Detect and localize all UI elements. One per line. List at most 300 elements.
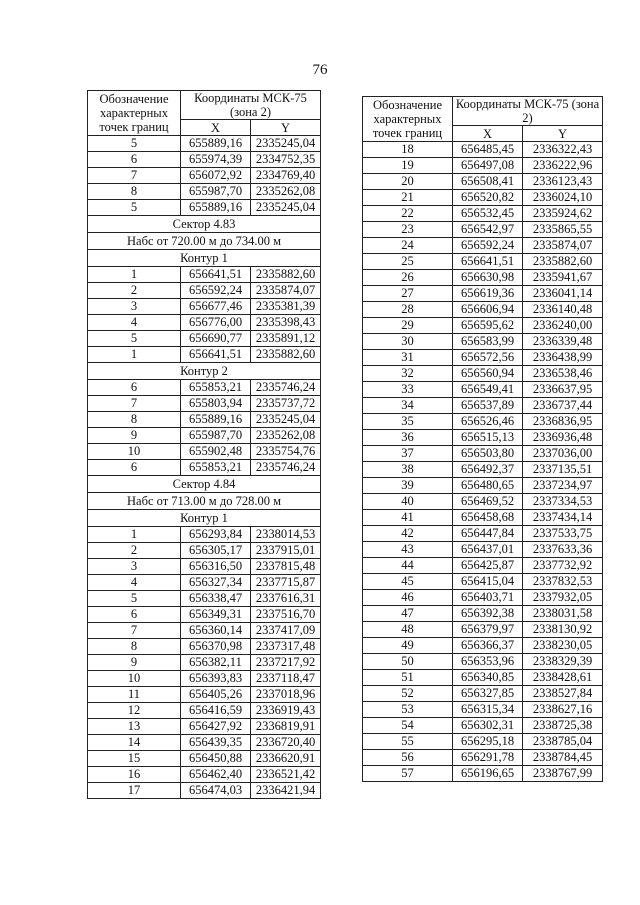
section-label: Набс от 713.00 м до 728.00 м (88, 493, 321, 510)
y-coordinate: 2336123,43 (523, 174, 603, 190)
y-coordinate: 2337815,48 (251, 559, 321, 575)
section-label-row (88, 476, 321, 493)
x-coordinate: 656641,51 (181, 347, 251, 363)
point-number: 20 (363, 174, 453, 190)
x-coordinate: 656437,01 (453, 542, 523, 558)
header-point-designation: Обозначение характерных точек границ (88, 91, 181, 136)
y-coordinate: 2336936,48 (523, 430, 603, 446)
coordinate-row (88, 315, 321, 331)
point-number: 19 (363, 158, 453, 174)
coordinate-row (88, 559, 321, 575)
point-number: 38 (363, 462, 453, 478)
point-number: 24 (363, 238, 453, 254)
y-coordinate: 2337036,00 (523, 446, 603, 462)
point-number: 5 (88, 591, 181, 607)
x-coordinate: 656293,84 (181, 527, 251, 543)
y-coordinate: 2336620,91 (251, 751, 321, 767)
point-number: 14 (88, 735, 181, 751)
coordinate-row (363, 718, 603, 734)
coordinate-row (363, 286, 603, 302)
y-coordinate: 2336041,14 (523, 286, 603, 302)
coordinate-row (363, 686, 603, 702)
x-coordinate: 655889,16 (181, 136, 251, 152)
point-number: 5 (88, 331, 181, 347)
x-coordinate: 656295,18 (453, 734, 523, 750)
y-coordinate: 2336737,44 (523, 398, 603, 414)
page-number: 76 (312, 62, 328, 78)
x-coordinate: 656485,45 (453, 142, 523, 158)
header-coordinates: Координаты МСК-75 (зона 2) (453, 97, 603, 126)
x-coordinate: 656382,11 (181, 655, 251, 671)
x-coordinate: 656072,92 (181, 168, 251, 184)
y-coordinate: 2336836,95 (523, 414, 603, 430)
coordinate-row (363, 654, 603, 670)
coordinate-row (363, 478, 603, 494)
x-coordinate: 656427,92 (181, 719, 251, 735)
coordinate-row (88, 623, 321, 639)
coordinate-row (363, 174, 603, 190)
coordinate-row (363, 702, 603, 718)
coordinate-row (363, 766, 603, 782)
coordinate-row (88, 639, 321, 655)
x-coordinate: 656630,98 (453, 270, 523, 286)
y-coordinate: 2336240,00 (523, 318, 603, 334)
header-point-designation: Обозначение характерных точек границ (363, 97, 453, 142)
x-coordinate: 656469,52 (453, 494, 523, 510)
x-coordinate: 656583,99 (453, 334, 523, 350)
y-coordinate: 2336421,94 (251, 783, 321, 799)
coordinate-row (88, 751, 321, 767)
x-coordinate: 656458,68 (453, 510, 523, 526)
y-coordinate: 2335882,60 (523, 254, 603, 270)
coordinate-row (88, 396, 321, 412)
header-y: Y (251, 120, 321, 136)
point-number: 7 (88, 623, 181, 639)
y-coordinate: 2335746,24 (251, 460, 321, 476)
y-coordinate: 2338784,45 (523, 750, 603, 766)
y-coordinate: 2338428,61 (523, 670, 603, 686)
point-number: 42 (363, 526, 453, 542)
coordinates-table-left (87, 90, 321, 799)
x-coordinate: 656338,47 (181, 591, 251, 607)
y-coordinate: 2336222,96 (523, 158, 603, 174)
point-number: 6 (88, 152, 181, 168)
x-coordinate: 656349,31 (181, 607, 251, 623)
point-number: 6 (88, 607, 181, 623)
y-coordinate: 2336637,95 (523, 382, 603, 398)
point-number: 54 (363, 718, 453, 734)
x-coordinate: 656462,40 (181, 767, 251, 783)
point-number: 33 (363, 382, 453, 398)
point-number: 16 (88, 767, 181, 783)
x-coordinate: 656360,14 (181, 623, 251, 639)
y-coordinate: 2337135,51 (523, 462, 603, 478)
coordinate-row (363, 206, 603, 222)
section-label: Контур 1 (88, 510, 321, 527)
header-x: X (181, 120, 251, 136)
point-number: 30 (363, 334, 453, 350)
coordinate-row (88, 687, 321, 703)
coordinate-row (88, 347, 321, 363)
coordinate-row (88, 719, 321, 735)
x-coordinate: 656403,71 (453, 590, 523, 606)
section-label: Контур 2 (88, 363, 321, 380)
x-coordinate: 656379,97 (453, 622, 523, 638)
y-coordinate: 2335245,04 (251, 200, 321, 216)
point-number: 1 (88, 527, 181, 543)
y-coordinate: 2337434,14 (523, 510, 603, 526)
point-number: 6 (88, 460, 181, 476)
point-number: 27 (363, 286, 453, 302)
x-coordinate: 656392,38 (453, 606, 523, 622)
point-number: 36 (363, 430, 453, 446)
point-number: 44 (363, 558, 453, 574)
point-number: 45 (363, 574, 453, 590)
point-number: 47 (363, 606, 453, 622)
coordinate-row (88, 575, 321, 591)
point-number: 15 (88, 751, 181, 767)
point-number: 9 (88, 655, 181, 671)
point-number: 32 (363, 366, 453, 382)
y-coordinate: 2336140,48 (523, 302, 603, 318)
x-coordinate: 656595,62 (453, 318, 523, 334)
x-coordinate: 655803,94 (181, 396, 251, 412)
x-coordinate: 656526,46 (453, 414, 523, 430)
y-coordinate: 2335398,43 (251, 315, 321, 331)
coordinate-row (363, 542, 603, 558)
x-coordinate: 656619,36 (453, 286, 523, 302)
coordinate-row (363, 558, 603, 574)
point-number: 2 (88, 543, 181, 559)
x-coordinate: 656592,24 (181, 283, 251, 299)
y-coordinate: 2336919,43 (251, 703, 321, 719)
point-number: 51 (363, 670, 453, 686)
point-number: 11 (88, 687, 181, 703)
coordinate-row (363, 734, 603, 750)
point-number: 8 (88, 184, 181, 200)
point-number: 37 (363, 446, 453, 462)
coordinate-row (363, 190, 603, 206)
y-coordinate: 2338329,39 (523, 654, 603, 670)
point-number: 4 (88, 315, 181, 331)
coordinate-row (363, 254, 603, 270)
point-number: 12 (88, 703, 181, 719)
coordinate-row (363, 510, 603, 526)
section-label-row (88, 233, 321, 250)
coordinate-row (363, 270, 603, 286)
coordinate-row (363, 446, 603, 462)
section-label-row (88, 363, 321, 380)
y-coordinate: 2337317,48 (251, 639, 321, 655)
point-number: 6 (88, 380, 181, 396)
coordinate-row (363, 158, 603, 174)
point-number: 41 (363, 510, 453, 526)
y-coordinate: 2338014,53 (251, 527, 321, 543)
y-coordinate: 2335245,04 (251, 136, 321, 152)
point-number: 43 (363, 542, 453, 558)
point-number: 48 (363, 622, 453, 638)
x-coordinate: 656508,41 (453, 174, 523, 190)
x-coordinate: 655902,48 (181, 444, 251, 460)
y-coordinate: 2335262,08 (251, 428, 321, 444)
coordinate-row (363, 222, 603, 238)
coordinate-row (88, 543, 321, 559)
y-coordinate: 2335924,62 (523, 206, 603, 222)
x-coordinate: 656542,97 (453, 222, 523, 238)
section-label-row (88, 510, 321, 527)
coordinate-row (88, 299, 321, 315)
coordinate-row (363, 494, 603, 510)
coordinate-row (363, 430, 603, 446)
x-coordinate: 656370,98 (181, 639, 251, 655)
coordinate-row (363, 670, 603, 686)
point-number: 5 (88, 200, 181, 216)
x-coordinate: 656393,83 (181, 671, 251, 687)
y-coordinate: 2336538,46 (523, 366, 603, 382)
y-coordinate: 2337915,01 (251, 543, 321, 559)
section-label: Сектор 4.83 (88, 216, 321, 233)
point-number: 50 (363, 654, 453, 670)
y-coordinate: 2337616,31 (251, 591, 321, 607)
x-coordinate: 656532,45 (453, 206, 523, 222)
point-number: 17 (88, 783, 181, 799)
point-number: 28 (363, 302, 453, 318)
x-coordinate: 656302,31 (453, 718, 523, 734)
coordinate-row (363, 606, 603, 622)
point-number: 29 (363, 318, 453, 334)
section-label-row (88, 493, 321, 510)
coordinate-row (88, 703, 321, 719)
coordinate-row (363, 414, 603, 430)
point-number: 13 (88, 719, 181, 735)
x-coordinate: 656415,04 (453, 574, 523, 590)
coordinate-row (363, 750, 603, 766)
coordinate-row (88, 527, 321, 543)
x-coordinate: 656560,94 (453, 366, 523, 382)
coordinate-row (363, 302, 603, 318)
point-number: 10 (88, 444, 181, 460)
x-coordinate: 655987,70 (181, 428, 251, 444)
y-coordinate: 2336521,42 (251, 767, 321, 783)
point-number: 3 (88, 299, 181, 315)
y-coordinate: 2338031,58 (523, 606, 603, 622)
x-coordinate: 656291,78 (453, 750, 523, 766)
coordinate-row (363, 382, 603, 398)
y-coordinate: 2336024,10 (523, 190, 603, 206)
coordinate-row (88, 444, 321, 460)
x-coordinate: 656315,34 (453, 702, 523, 718)
point-number: 57 (363, 766, 453, 782)
section-label: Контур 1 (88, 250, 321, 267)
y-coordinate: 2336819,91 (251, 719, 321, 735)
y-coordinate: 2337832,53 (523, 574, 603, 590)
point-number: 35 (363, 414, 453, 430)
coordinate-row (88, 428, 321, 444)
coordinate-row (88, 380, 321, 396)
x-coordinate: 656520,82 (453, 190, 523, 206)
point-number: 8 (88, 639, 181, 655)
point-number: 22 (363, 206, 453, 222)
y-coordinate: 2337932,05 (523, 590, 603, 606)
coordinate-row (363, 366, 603, 382)
x-coordinate: 656497,08 (453, 158, 523, 174)
point-number: 2 (88, 283, 181, 299)
point-number: 40 (363, 494, 453, 510)
x-coordinate: 656416,59 (181, 703, 251, 719)
coordinate-row (363, 574, 603, 590)
x-coordinate: 656503,80 (453, 446, 523, 462)
y-coordinate: 2335245,04 (251, 412, 321, 428)
y-coordinate: 2336720,40 (251, 735, 321, 751)
x-coordinate: 656606,94 (453, 302, 523, 318)
point-number: 49 (363, 638, 453, 654)
section-label: Набс от 720.00 м до 734.00 м (88, 233, 321, 250)
point-number: 1 (88, 267, 181, 283)
x-coordinate: 656353,96 (453, 654, 523, 670)
point-number: 34 (363, 398, 453, 414)
y-coordinate: 2338785,04 (523, 734, 603, 750)
y-coordinate: 2335874,07 (251, 283, 321, 299)
y-coordinate: 2337633,36 (523, 542, 603, 558)
x-coordinate: 656677,46 (181, 299, 251, 315)
x-coordinate: 655987,70 (181, 184, 251, 200)
x-coordinate: 655853,21 (181, 380, 251, 396)
y-coordinate: 2337732,92 (523, 558, 603, 574)
x-coordinate: 656327,34 (181, 575, 251, 591)
coordinate-row (88, 152, 321, 168)
coordinate-row (363, 334, 603, 350)
header-coordinates: Координаты МСК-75 (зона 2) (181, 91, 321, 120)
coordinate-row (363, 142, 603, 158)
x-coordinate: 656515,13 (453, 430, 523, 446)
point-number: 10 (88, 671, 181, 687)
x-coordinate: 656327,85 (453, 686, 523, 702)
x-coordinate: 656366,37 (453, 638, 523, 654)
y-coordinate: 2338725,38 (523, 718, 603, 734)
point-number: 1 (88, 347, 181, 363)
y-coordinate: 2335262,08 (251, 184, 321, 200)
x-coordinate: 656537,89 (453, 398, 523, 414)
x-coordinate: 656641,51 (181, 267, 251, 283)
y-coordinate: 2335381,39 (251, 299, 321, 315)
coordinate-row (88, 655, 321, 671)
y-coordinate: 2338527,84 (523, 686, 603, 702)
point-number: 46 (363, 590, 453, 606)
header-y: Y (523, 126, 603, 142)
coordinate-row (363, 350, 603, 366)
y-coordinate: 2335882,60 (251, 347, 321, 363)
x-coordinate: 656592,24 (453, 238, 523, 254)
coordinate-row (88, 735, 321, 751)
y-coordinate: 2335865,55 (523, 222, 603, 238)
y-coordinate: 2336438,99 (523, 350, 603, 366)
coordinate-row (363, 526, 603, 542)
point-number: 7 (88, 396, 181, 412)
y-coordinate: 2337516,70 (251, 607, 321, 623)
x-coordinate: 656474,03 (181, 783, 251, 799)
point-number: 3 (88, 559, 181, 575)
section-label-row (88, 216, 321, 233)
y-coordinate: 2338130,92 (523, 622, 603, 638)
y-coordinate: 2338230,05 (523, 638, 603, 654)
x-coordinate: 656450,88 (181, 751, 251, 767)
point-number: 39 (363, 478, 453, 494)
coordinate-row (363, 398, 603, 414)
coordinate-row (88, 607, 321, 623)
point-number: 26 (363, 270, 453, 286)
coordinate-row (88, 331, 321, 347)
coordinate-row (88, 184, 321, 200)
y-coordinate: 2337417,09 (251, 623, 321, 639)
x-coordinate: 656776,00 (181, 315, 251, 331)
coordinate-row (88, 783, 321, 799)
x-coordinate: 656405,26 (181, 687, 251, 703)
x-coordinate: 655853,21 (181, 460, 251, 476)
point-number: 56 (363, 750, 453, 766)
y-coordinate: 2335746,24 (251, 380, 321, 396)
x-coordinate: 656480,65 (453, 478, 523, 494)
x-coordinate: 656439,35 (181, 735, 251, 751)
y-coordinate: 2335891,12 (251, 331, 321, 347)
coordinate-row (88, 267, 321, 283)
coordinate-row (88, 591, 321, 607)
coordinate-row (363, 590, 603, 606)
point-number: 7 (88, 168, 181, 184)
point-number: 4 (88, 575, 181, 591)
point-number: 18 (363, 142, 453, 158)
y-coordinate: 2334752,35 (251, 152, 321, 168)
coordinate-row (88, 283, 321, 299)
y-coordinate: 2335737,72 (251, 396, 321, 412)
coordinate-row (88, 168, 321, 184)
x-coordinate: 655889,16 (181, 412, 251, 428)
point-number: 5 (88, 136, 181, 152)
y-coordinate: 2336339,48 (523, 334, 603, 350)
x-coordinate: 656690,77 (181, 331, 251, 347)
coordinate-row (88, 136, 321, 152)
y-coordinate: 2337334,53 (523, 494, 603, 510)
y-coordinate: 2337217,92 (251, 655, 321, 671)
y-coordinate: 2335754,76 (251, 444, 321, 460)
coordinates-table-right (362, 96, 603, 782)
x-coordinate: 656340,85 (453, 670, 523, 686)
section-label: Сектор 4.84 (88, 476, 321, 493)
y-coordinate: 2338767,99 (523, 766, 603, 782)
x-coordinate: 655974,39 (181, 152, 251, 168)
y-coordinate: 2335941,67 (523, 270, 603, 286)
section-label-row (88, 250, 321, 267)
coordinate-row (363, 238, 603, 254)
x-coordinate: 656549,41 (453, 382, 523, 398)
coordinate-row (363, 622, 603, 638)
x-coordinate: 656447,84 (453, 526, 523, 542)
coordinate-row (88, 412, 321, 428)
point-number: 23 (363, 222, 453, 238)
y-coordinate: 2336322,43 (523, 142, 603, 158)
y-coordinate: 2337533,75 (523, 526, 603, 542)
coordinate-row (88, 767, 321, 783)
coordinate-row (363, 462, 603, 478)
x-coordinate: 656305,17 (181, 543, 251, 559)
x-coordinate: 655889,16 (181, 200, 251, 216)
y-coordinate: 2337234,97 (523, 478, 603, 494)
point-number: 9 (88, 428, 181, 444)
y-coordinate: 2335882,60 (251, 267, 321, 283)
y-coordinate: 2338627,16 (523, 702, 603, 718)
header-x: X (453, 126, 523, 142)
y-coordinate: 2337018,96 (251, 687, 321, 703)
point-number: 55 (363, 734, 453, 750)
